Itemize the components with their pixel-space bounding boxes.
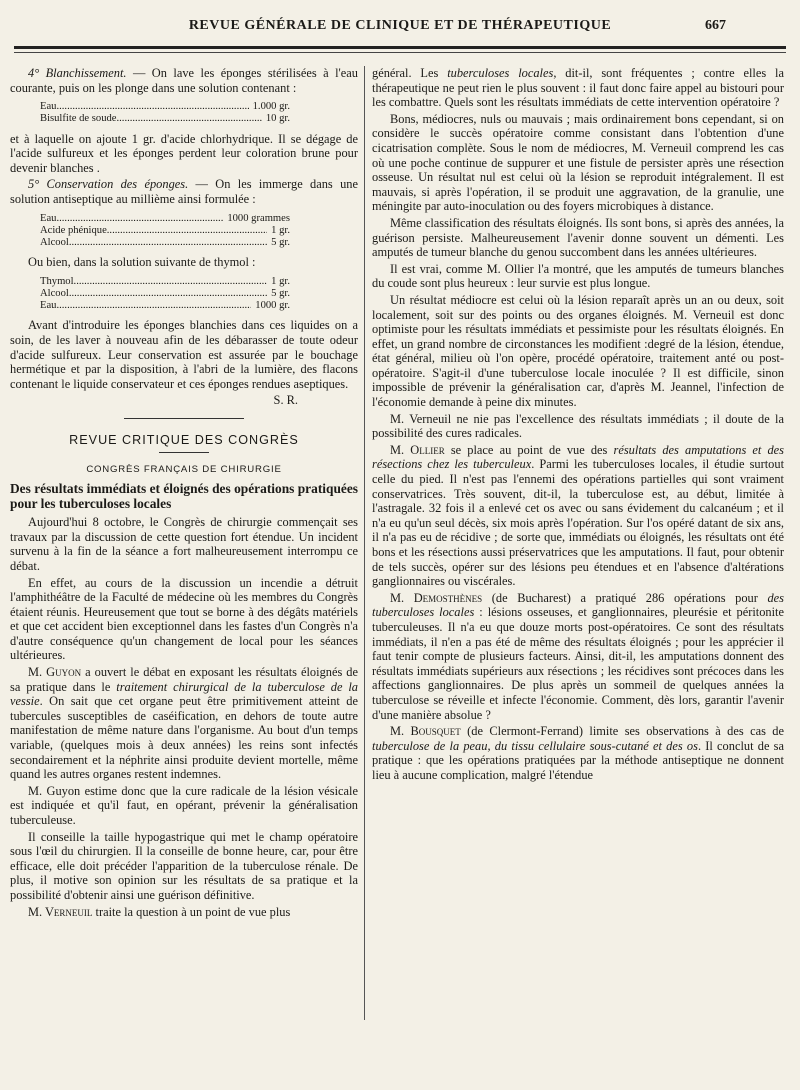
paragraph-verneuil	[10, 905, 358, 920]
formula-row	[40, 288, 290, 300]
subsection-title: CONGRÈS FRANÇAIS DE CHIRURGIE	[86, 463, 282, 475]
running-head: REVUE GÉNÉRALE DE CLINIQUE ET DE THÉRAPEUTIQUE	[188, 18, 612, 33]
formula-row	[40, 213, 290, 225]
section-divider	[124, 418, 244, 419]
header-rule-thin	[14, 52, 786, 53]
emphasis: traitement chirurgical de la tuberculose de la vessie	[10, 679, 358, 709]
formula-row	[40, 237, 290, 249]
emphasis: tuberculoses locales	[447, 66, 554, 80]
emphasis: tuberculose de la peau, du tissu cellulaire sous-cutané et des os	[372, 738, 698, 753]
left-column	[10, 66, 358, 1082]
author-name: M. Bousquet	[390, 724, 461, 739]
paragraph-bons: Bons, médiocres, nuls ou mauvais ; mais ordinairement bons cependant, si on considère le succès opératoire comme consistant dans l'obtention d'une cicatrisation complète. Sous le nom de médiocres, M. Verneuil comprend les cas où une poche continue de suppurer et une fistule de persister après une résection osseuse. Un résultat nul est celui où la lésion se reproduit intégralement. Il est mauvais, si après l'opération, il se produit une aggravation, de la granulie, une méningite par auto-inoculation ou des foyers microbiques à distance.	[372, 111, 784, 214]
ingredient: Eau	[40, 300, 57, 312]
paragraph-text: — On lave les éponges stérilisées à l'eau courante, puis on les plonge dans une solution contenant :	[10, 66, 358, 95]
paragraph-blanchissement	[10, 66, 358, 95]
page-header	[14, 14, 786, 40]
quantity: 1 gr.	[271, 275, 290, 287]
author-name: M. Demosthènes	[390, 590, 483, 605]
step-label: 4° Blanchissement.	[28, 66, 127, 80]
emphasis: résultats des amputations et des résections chez les tuberculeux	[372, 442, 784, 472]
formula-row	[40, 101, 290, 113]
signature: S. R.	[273, 393, 298, 408]
author-name: M. Ollier	[390, 442, 445, 457]
paragraph-conseille: Il conseille la taille hypogastrique qui met le champ opératoire sous l'œil du chirurgien. Il la conseille de bonne heure, car, pour être efficace, elle doit précéder l'apparition de la tuberculose rénale. De plus, il motive son opinion sur les résultats de sa pratique et la possibilité d'obtenir ainsi une guérison définitive.	[10, 829, 358, 902]
author-name: M. Verneuil	[28, 904, 93, 919]
paragraph-acide: et à laquelle on ajoute 1 gr. d'acide chlorhydrique. Il se dégage de l'acide sulfureux et les éponges perdent leur coloration brune pour devenir blanches .	[10, 131, 358, 175]
formula-row	[40, 225, 290, 237]
quantity: 1.000 gr.	[252, 101, 290, 113]
paragraph-text: . Il conclut de sa pratique : que les opérations pratiquées par la méthode antiseptique ne donnent lieu à aucune complication, malgré l'étendue	[372, 738, 784, 782]
paragraph-text: a ouvert le débat en exposant les résultats éloignés de sa pratique dans le	[10, 665, 358, 694]
formula-table	[40, 101, 358, 125]
paragraph-text: se place au point de vue des	[444, 442, 614, 457]
paragraph-en-effet: En effet, au cours de la discussion un incendie a détruit l'amphithéâtre de la Faculté de médecine où les membres du Congrès étaient réunis. Heureusement que tout se borne à des dégâts matériels et que cet accident bien exceptionnel dans les fastes d'un Congrès n'a d'autre conséquence qu'un changement de local pour les séances ultérieures.	[10, 575, 358, 663]
paragraph-text: — On les immerge dans une solution antiseptique au millième ainsi formulée :	[10, 177, 358, 206]
paragraph-guyon-2: M. Guyon estime donc que la cure radicale de la lésion vésicale est indiquée et qu'il faut, en opérant, prévenir la généralisation tuberculeuse.	[10, 783, 358, 827]
article-title: Des résultats immédiats et éloignés des opérations pratiquées pour les tuberculoses locales	[10, 481, 358, 512]
paragraph-ollier	[372, 443, 784, 589]
paragraph-bousquet	[372, 724, 784, 782]
quantity: 1000 grammes	[227, 212, 290, 224]
paragraph-text: , dit-il, sont fréquentes ; contre elles la thérapeutique ne peut rien le plus souvent : il faut donc faire appel au bistouri pour les combattre. Quels sont les résultats immédiats de cette intervention opératoire ?	[372, 66, 784, 110]
formula-row	[40, 113, 290, 125]
ingredient: Eau	[40, 101, 57, 113]
paragraph-meme: Même classification des résultats éloignés. Ils sont bons, si après des années, la guérison persiste. Malheureusement l'avenir donne souvent un démenti. Les amputés de tumeur blanche du genou succombent dans les années ultérieures.	[372, 215, 784, 260]
ingredient: Acide phénique	[40, 224, 107, 236]
quantity: 10 gr.	[265, 113, 290, 125]
ingredient: Alcool	[40, 236, 69, 248]
quantity: 5 gr.	[271, 236, 290, 248]
ingredient: Thymol	[40, 275, 74, 287]
paragraph-text: . On sait que cet organe peut être primitivement atteint de tubercules susceptibles de caséification, en dehors de toute autre manifestation de même nature dans l'organisme. Au bout d'un temps variable, (quelques mois à deux années) les reins sont infectés secondairement et la néphrite ainsi produite devient mortelle, même quand les autres organes restent indemnes.	[10, 694, 358, 782]
quantity: 1000 gr.	[255, 300, 290, 312]
step-label: 5° Conservation des éponges.	[28, 177, 189, 192]
ingredient: Bisulfite de soude	[40, 113, 117, 125]
quantity: 5 gr.	[271, 287, 290, 299]
paragraph-demosthenes	[372, 591, 784, 722]
right-column	[372, 66, 784, 1082]
section-title: REVUE CRITIQUE DES CONGRÈS	[69, 432, 299, 447]
quantity: 1 gr.	[271, 224, 290, 236]
emphasis: des tuberculoses locales	[372, 590, 784, 620]
header-rule	[14, 46, 786, 49]
paragraph-text: général. Les	[372, 66, 448, 80]
paragraph-conservation	[10, 177, 358, 206]
formula-row	[40, 276, 290, 288]
paragraph-general	[372, 66, 784, 110]
formula-table	[40, 213, 358, 250]
ingredient: Alcool	[40, 287, 69, 299]
formula-table	[40, 276, 358, 313]
formula-row	[40, 300, 290, 312]
page-number: 667	[705, 18, 726, 33]
paragraph-mediocre: Un résultat médiocre est celui où la lésion reparaît après un an ou deux, soit localement, soit sur des points ou des organes éloignés. M. Verneuil est donc optimiste pour les résultats immédiats et pessimiste pour les résultats éloignés. En effet, un grand nombre de circonstances les modifient :degré de la lésion, étendue, état général, milieu où l'on opère, procédé opératoire, traitement anté ou post-opératoire. S'agit-il d'une tuberculose locale inoculée ? Il est difficile, sinon impossible de prévenir la généralisation car, d'après M. Jeannel, l'infection de l'économie demande à peine dix minutes.	[372, 292, 784, 410]
paragraph-text: traite la question à un point de vue plus	[92, 904, 291, 919]
author-name: M. Guyon	[28, 665, 82, 680]
paragraph-text: (de Clermont-Ferrand) limite ses observations à des cas de	[460, 724, 784, 739]
ingredient: Eau	[40, 212, 57, 224]
ornament-rule	[159, 452, 209, 453]
column-divider	[364, 66, 365, 1020]
paragraph-guyon	[10, 665, 358, 782]
paragraph-thymol: Ou bien, dans la solution suivante de thymol :	[28, 255, 256, 270]
paragraph-vrai: Il est vrai, comme M. Ollier l'a montré, que les amputés de tumeurs blanches du coude sont plus heureux : leur survie est plus longue.	[372, 261, 784, 291]
paragraph-avant: Avant d'introduire les éponges blanchies dans ces liquides on a soin, de les laver à nouveau afin de les débarasser de toute odeur d'acide sulfureux. Leur conservation est assurée par le bouchage hermétique et par la disposition, à l'abri de la lumière, des flacons contenant le liquide conservateur et ces éponges rendues aseptiques.	[10, 318, 358, 391]
paragraph-nie: M. Verneuil ne nie pas l'excellence des résultats immédiats ; il doute de la possibilité des cures radicales.	[372, 411, 784, 441]
paragraph-aujourdhui: Aujourd'hui 8 octobre, le Congrès de chirurgie commençait ses travaux par la discussion de cette question fort étendue. Un incident survenu à la fin de la séance a fort malheureusement interrompu ce débat.	[10, 515, 358, 573]
paragraph-text: . Parmi les tuberculoses locales, il étudie surtout celle du pied. Il n'est pas l'ennemi des opérations partielles qui sont vraiment conservatrices. Très souvent, dit-il, la tuberculose est, au début, limitée à l'astragale. 32 fois il a enlevé cet os avec ou sans évidement du calcanéum ; et il n'a eu qu'un seul décès, six mois après l'opération. Sur l'os opéré datant de six ans, il n'a pas eu de récidive ; de sorte que, immédiats ou éloignés, les résultats ont été bons et les résections aussi préservatrices que les amputations. Il faut, pour obtenir de tels succès, opérer sur des lésions peu étendues et en l'absence d'altérations ganglionnaires ou viscérales.	[372, 457, 784, 589]
paragraph-text: : lésions osseuses, et ganglionnaires, pleurésie et péritonite tuberculeuses. Il n'a eu que douze morts post-opératoires. Ce sont des résultats immédiats, il n'en a pas été de même des résultats éloignés ; pour les apprécier il faut tenir compte de plusieurs facteurs. Ainsi, dit-il, les amputations donnent des résultats immédiats supérieurs aux résections ; les récidives sont précoces dans les affections ganglionnaires. De plus après un sommeil de quelques années la tuberculose se réveille et infecte l'économie. Comment, dès lors, garantir l'avenir d'une manière absolue ?	[372, 605, 784, 722]
paragraph-text: (de Bucharest) a pratiqué 286 opérations pour	[482, 590, 768, 605]
